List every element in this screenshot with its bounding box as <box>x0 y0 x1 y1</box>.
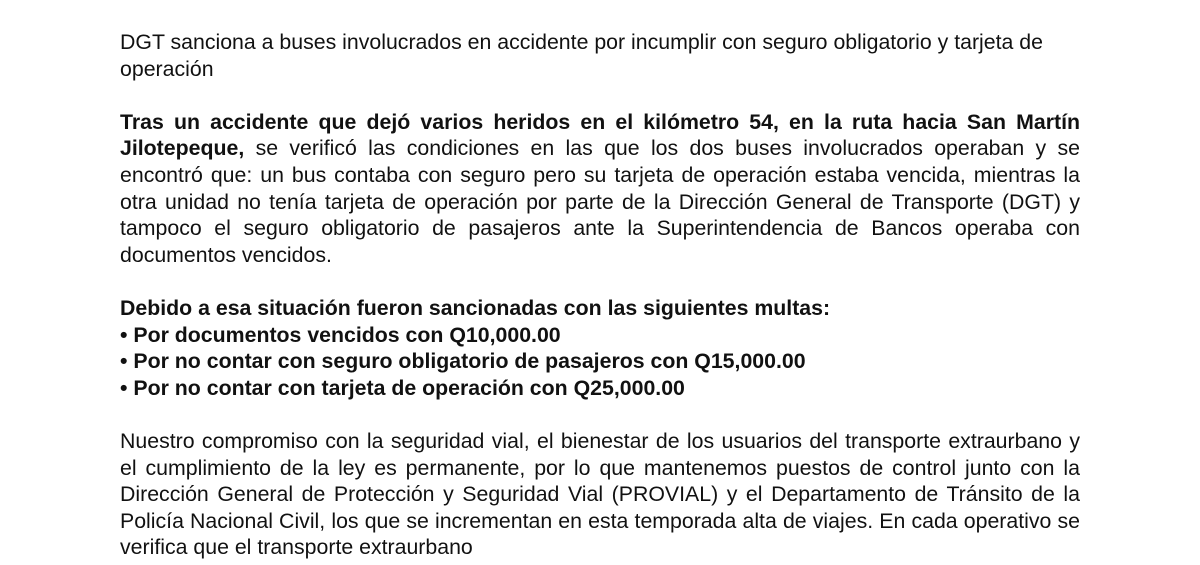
fine-item-no-insurance: • Por no contar con seguro obligatorio de pasajeros con Q15,000.00 <box>120 349 806 374</box>
fines-list <box>120 322 1080 402</box>
fines-intro: Debido a esa situación fueron sancionadas con las siguientes multas: <box>120 295 831 320</box>
fine-item-expired-documents: • Por documentos vencidos con Q10,000.00 <box>120 322 561 347</box>
paragraph-spacer <box>120 401 1080 428</box>
paragraph-accident-lead: Tras un accidente que dejó varios heridos en el kilómetro 54, en la ruta hacia San Martín Jilotepeque, <box>120 109 1080 161</box>
paragraph-commitment: Nuestro compromiso con la seguridad vial, el bienestar de los usuarios del transporte extraurbano y el cumplimiento de la ley es permanente, por lo que mantenemos puestos de control junto con la Dirección General de Protección y Seguridad Vial (PROVIAL) y el Departamento de Tránsito de la Policía Nacional Civil, los que se incrementan en esta temporada alta de viajes. En cada operativo se verifica que el transporte extraurbano <box>120 428 1080 560</box>
article-title: DGT sanciona a buses involucrados en accidente por incumplir con seguro obligatorio y tarjeta de operación <box>120 30 1043 81</box>
paragraph-accident <box>120 109 1080 269</box>
paragraph-accident-body: se verificó las condiciones en las que los dos buses involucrados operaban y se encontró que: un bus contaba con seguro pero su tarjeta de operación estaba vencida, mientras la otra unidad no tenía tarjeta de operación por parte de la Dirección General de Transporte (DGT) y tampoco el seguro obligatorio de pasajeros ante la Superintendencia de Bancos operaba con documentos vencidos. <box>120 136 1080 267</box>
paragraph-spacer <box>120 82 1080 109</box>
paragraph-spacer <box>120 268 1080 295</box>
article-body <box>120 29 1080 561</box>
fine-item-no-operation-card: • Por no contar con tarjeta de operación con Q25,000.00 <box>120 375 685 400</box>
